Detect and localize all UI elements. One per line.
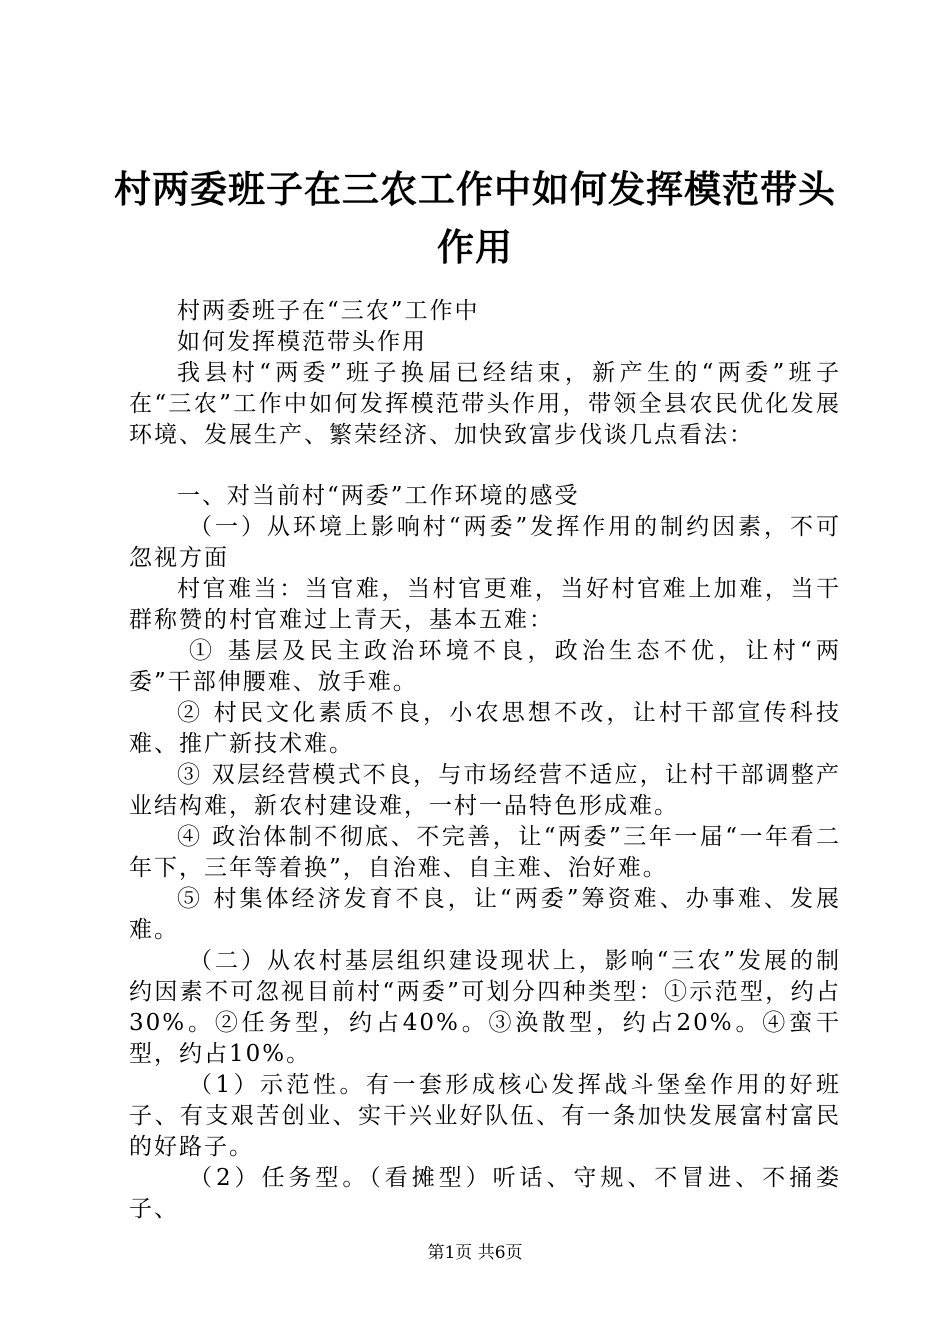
- subsection-heading-1: （一）从环境上影响村“两委”发挥作用的制约因素，不可忽视方面: [129, 514, 841, 571]
- subsection-heading-2: （二）从农村基层组织建设现状上，影响“三农”发展的制约因素不可忽视目前村“两委”可划分四种类型：①示范型，约占30%。②任务型，约占40%。③涣散型，约占20%。④蛮干型，约占10%。: [129, 948, 841, 1067]
- body-paragraph: （1）示范性。有一套形成核心发挥战斗堡垒作用的好班子、有支艰苦创业、实干兴业好队伍、有一条加快发展富村富民的好路子。: [129, 1072, 841, 1160]
- subtitle-line-1: 村两委班子在“三农”工作中: [177, 298, 480, 324]
- document-body: [129, 296, 841, 1225]
- body-paragraph: 村官难当：当官难，当村官更难，当好村官难上加难，当干群称赞的村官难过上青天，基本五难：: [129, 576, 841, 633]
- body-paragraph: （2）任务型。（看摊型）听话、守规、不冒进、不捅娄子、: [129, 1165, 841, 1222]
- list-item: ④ 政治体制不彻底、不完善，让“两委”三年一届“一年看二年下，三年等着换”，自治难、自主难、治好难。: [129, 824, 841, 881]
- section-heading: 一、对当前村“两委”工作环境的感受: [177, 483, 580, 509]
- list-item: ② 村民文化素质不良，小农思想不改，让村干部宣传科技难、推广新技术难。: [129, 700, 841, 757]
- list-item: ① 基层及民主政治环境不良，政治生态不优，让村“两委”干部伸腰难、放手难。: [129, 638, 841, 695]
- intro-paragraph: 我县村“两委”班子换届已经结束，新产生的“两委”班子在“三农”工作中如何发挥模范带头作用，带领全县农民优化发展环境、发展生产、繁荣经济、加快致富步伐谈几点看法：: [129, 360, 841, 448]
- page-footer: 第1页 共6页: [427, 1243, 523, 1263]
- paragraph-gap: [129, 451, 841, 481]
- document-title: 村两委班子在三农工作中如何发挥模范带头作用: [114, 167, 836, 269]
- list-item: ③ 双层经营模式不良，与市场经营不适应，让村干部调整产业结构难，新农村建设难，一村一品特色形成难。: [129, 762, 841, 819]
- list-item: ⑤ 村集体经济发育不良，让“两委”筹资难、办事难、发展难。: [129, 886, 841, 943]
- subtitle-line-2: 如何发挥模范带头作用: [177, 329, 427, 355]
